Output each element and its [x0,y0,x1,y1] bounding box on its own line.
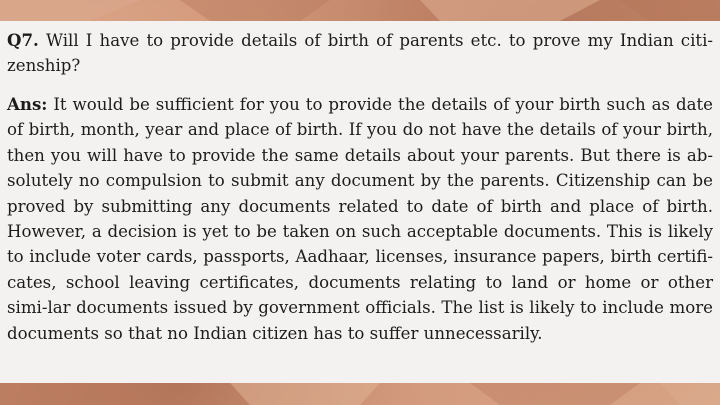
faq-card [0,21,720,383]
answer-label: Ans: [7,94,48,114]
question-text: Will I have to provide details of birth of parents etc. to prove my Indian citi-zenship? [7,31,713,75]
question-label: Q7. [7,30,39,50]
answer-paragraph [7,92,713,346]
answer-text: It would be sufficient for you to provide the details of your birth such as date of birth, month, year and place of birth. If you do not have the details of your birth, then you will have to provide the same details about your parents. But there is ab-solutely no compulsion to submit any document by the parents. Citizenship can be proved by submitting any documents related to date of birth and place of birth. However, a decision is yet to be taken on such acceptable documents. This is likely to include voter cards, passports, Aadhaar, licenses, insurance papers, birth certifi-cates, school leaving certificates, documents relating to land or home or other simi-lar documents issued by government officials. The list is likely to include more documents so that no Indian citizen has to suffer unnecessarily. [7,95,713,343]
question-paragraph [7,28,713,78]
